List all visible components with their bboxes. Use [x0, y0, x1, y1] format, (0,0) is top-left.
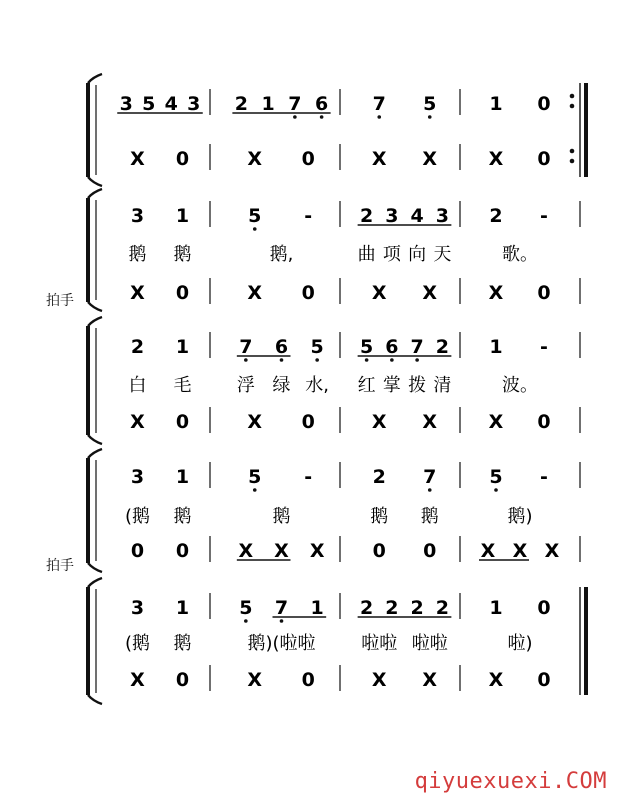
jianpu-note: - — [304, 205, 313, 227]
jianpu-note: 7 — [288, 93, 302, 115]
jianpu-note: X — [247, 669, 263, 691]
lyric-char: 清 — [433, 375, 452, 396]
low-octave-dot — [293, 115, 297, 119]
jianpu-note: - — [540, 466, 548, 488]
brace-hook-bottom — [88, 435, 102, 444]
jianpu-note: 7 — [372, 93, 386, 115]
low-octave-dot — [244, 358, 248, 362]
jianpu-note: 5 — [489, 466, 503, 488]
low-octave-dot — [320, 115, 324, 119]
brace-hook-top — [88, 317, 102, 326]
jianpu-note: 0 — [537, 669, 551, 691]
lyric-char: 水, — [305, 375, 330, 396]
jianpu-note: 7 — [410, 336, 424, 358]
lyric-char: 歌。 — [502, 244, 538, 265]
brace-hook-bottom — [88, 695, 102, 704]
jianpu-note: 6 — [385, 336, 399, 358]
lyric-char: 波。 — [502, 375, 538, 396]
jianpu-note: X — [480, 540, 496, 562]
jianpu-note: 2 — [489, 205, 503, 227]
low-octave-dot — [390, 358, 394, 362]
jianpu-note: 5 — [142, 93, 156, 115]
lyric-char: 鹅 — [272, 506, 291, 527]
jianpu-note: X — [247, 148, 263, 170]
jianpu-note: 0 — [130, 540, 145, 562]
jianpu-note: 1 — [175, 597, 190, 619]
jianpu-note: X — [488, 282, 504, 304]
lyric-char: 项 — [382, 244, 401, 265]
jianpu-note: X — [130, 148, 145, 170]
lyric-char: 鹅 — [173, 244, 192, 265]
jianpu-note: X — [422, 282, 438, 304]
jianpu-note: 2 — [360, 597, 374, 619]
clap-label-2: 拍手 — [46, 558, 74, 574]
jianpu-note: X — [130, 669, 145, 691]
jianpu-note: 3 — [187, 93, 201, 115]
jianpu-note: 0 — [537, 411, 551, 433]
jianpu-note: 2 — [435, 336, 449, 358]
low-octave-dot — [253, 488, 257, 492]
jianpu-note: - — [540, 336, 548, 358]
jianpu-note: 0 — [537, 148, 551, 170]
jianpu-note: 3 — [130, 466, 145, 488]
jianpu-note: 0 — [537, 597, 551, 619]
jianpu-note: - — [304, 466, 313, 488]
jianpu-note: 0 — [537, 93, 551, 115]
jianpu-note: X — [371, 148, 387, 170]
lyric-char: 向 — [408, 244, 427, 265]
jianpu-note: X — [130, 411, 145, 433]
jianpu-note: 2 — [234, 93, 248, 115]
brace-hook-bottom — [88, 177, 102, 186]
low-octave-dot — [315, 358, 319, 362]
lyric-char: 掌 — [382, 375, 401, 396]
jianpu-note: 0 — [301, 148, 315, 170]
low-octave-dot — [365, 358, 369, 362]
lyric-char: 毛 — [173, 375, 192, 396]
jianpu-note: 2 — [410, 597, 424, 619]
repeat-dot — [570, 149, 575, 154]
jianpu-note: 0 — [423, 540, 437, 562]
lyric-char: 鹅 — [370, 506, 389, 527]
lyric-char: 鹅, — [269, 244, 294, 265]
jianpu-note: 3 — [130, 205, 145, 227]
jianpu-note: X — [512, 540, 528, 562]
jianpu-note: 5 — [310, 336, 324, 358]
jianpu-note: 3 — [385, 205, 399, 227]
lyric-char: 鹅 — [128, 244, 147, 265]
jianpu-note: 7 — [239, 336, 253, 358]
jianpu-note: 0 — [175, 411, 190, 433]
jianpu-note: 1 — [175, 205, 190, 227]
jianpu-note: 0 — [301, 282, 315, 304]
jianpu-note: X — [422, 669, 438, 691]
jianpu-note: 1 — [261, 93, 275, 115]
low-octave-dot — [428, 488, 432, 492]
lyric-char: 绿 — [272, 375, 291, 396]
jianpu-note: X — [544, 540, 560, 562]
jianpu-note: 3 — [119, 93, 133, 115]
jianpu-note: X — [371, 411, 387, 433]
low-octave-dot — [494, 488, 498, 492]
jianpu-note: X — [371, 282, 387, 304]
lyric-char: 天 — [433, 244, 452, 265]
jianpu-note: 0 — [301, 411, 315, 433]
jianpu-note: 7 — [274, 597, 289, 619]
lyric-char: 拨 — [408, 375, 427, 396]
jianpu-note: 5 — [248, 466, 262, 488]
low-octave-dot — [253, 227, 257, 231]
jianpu-note: 0 — [175, 148, 190, 170]
jianpu-note: X — [247, 282, 263, 304]
brace-hook-bottom — [88, 302, 102, 311]
lyric-char: 鹅)(啦啦 — [247, 633, 316, 654]
repeat-dot — [570, 94, 575, 99]
jianpu-note: 5 — [239, 597, 253, 619]
jianpu-note: 0 — [537, 282, 551, 304]
jianpu-note: X — [274, 540, 289, 562]
jianpu-note: 6 — [274, 336, 289, 358]
brace-hook-top — [88, 74, 102, 83]
jianpu-note: 7 — [423, 466, 437, 488]
repeat-dot — [570, 159, 575, 164]
lyric-char: 白 — [128, 375, 147, 396]
brace-hook-bottom — [88, 563, 102, 572]
jianpu-note: 3 — [435, 205, 449, 227]
jianpu-note: X — [130, 282, 145, 304]
jianpu-note: X — [422, 148, 438, 170]
lyric-char: 鹅 — [420, 506, 439, 527]
low-octave-dot — [428, 115, 432, 119]
jianpu-note: - — [540, 205, 548, 227]
jianpu-note: 0 — [175, 540, 190, 562]
jianpu-note: X — [422, 411, 438, 433]
jianpu-note: 1 — [489, 336, 503, 358]
jianpu-note: X — [488, 411, 504, 433]
brace-hook-top — [88, 189, 102, 198]
jianpu-note: X — [309, 540, 325, 562]
jianpu-note: 1 — [175, 466, 190, 488]
low-octave-dot — [280, 358, 284, 362]
jianpu-note: 5 — [360, 336, 374, 358]
lyric-char: 鹅 — [173, 633, 192, 654]
lyric-char: 啦啦 — [361, 633, 398, 654]
watermark: qiyuexuexi.COM — [414, 769, 607, 794]
lyric-char: 红 — [357, 375, 376, 396]
jianpu-note: 2 — [435, 597, 449, 619]
lyric-char: 浮 — [236, 375, 255, 396]
jianpu-note: 0 — [175, 282, 190, 304]
jianpu-note: 1 — [489, 93, 503, 115]
jianpu-note: 0 — [175, 669, 190, 691]
jianpu-note: 4 — [410, 205, 424, 227]
jianpu-note: 2 — [385, 597, 399, 619]
lyric-char: 鹅 — [173, 506, 192, 527]
jianpu-note: 1 — [310, 597, 324, 619]
lyric-char: 曲 — [357, 244, 376, 265]
jianpu-note: 5 — [423, 93, 437, 115]
low-octave-dot — [280, 619, 284, 623]
jianpu-note: 1 — [489, 597, 503, 619]
lyric-char: (鹅 — [124, 633, 151, 654]
jianpu-note: 3 — [130, 597, 145, 619]
jianpu-note: 2 — [360, 205, 374, 227]
jianpu-note: 2 — [130, 336, 145, 358]
low-octave-dot — [415, 358, 419, 362]
low-octave-dot — [244, 619, 248, 623]
jianpu-note: 4 — [164, 93, 178, 115]
jianpu-note: X — [371, 669, 387, 691]
jianpu-note: X — [488, 669, 504, 691]
jianpu-note: 6 — [315, 93, 329, 115]
repeat-dot — [570, 104, 575, 109]
lyric-char: 啦) — [507, 633, 533, 654]
lyric-char: 啦啦 — [411, 633, 448, 654]
low-octave-dot — [377, 115, 381, 119]
jianpu-note: 1 — [175, 336, 190, 358]
jianpu-note: X — [488, 148, 504, 170]
jianpu-note: 0 — [372, 540, 386, 562]
brace-hook-top — [88, 449, 102, 458]
jianpu-note: X — [238, 540, 254, 562]
brace-hook-top — [88, 578, 102, 587]
jianpu-note: 0 — [301, 669, 315, 691]
jianpu-note: X — [247, 411, 263, 433]
lyric-char: 鹅) — [507, 506, 533, 527]
clap-label-1: 拍手 — [46, 293, 74, 309]
lyric-char: (鹅 — [124, 506, 151, 527]
jianpu-note: 2 — [372, 466, 386, 488]
jianpu-note: 5 — [248, 205, 262, 227]
